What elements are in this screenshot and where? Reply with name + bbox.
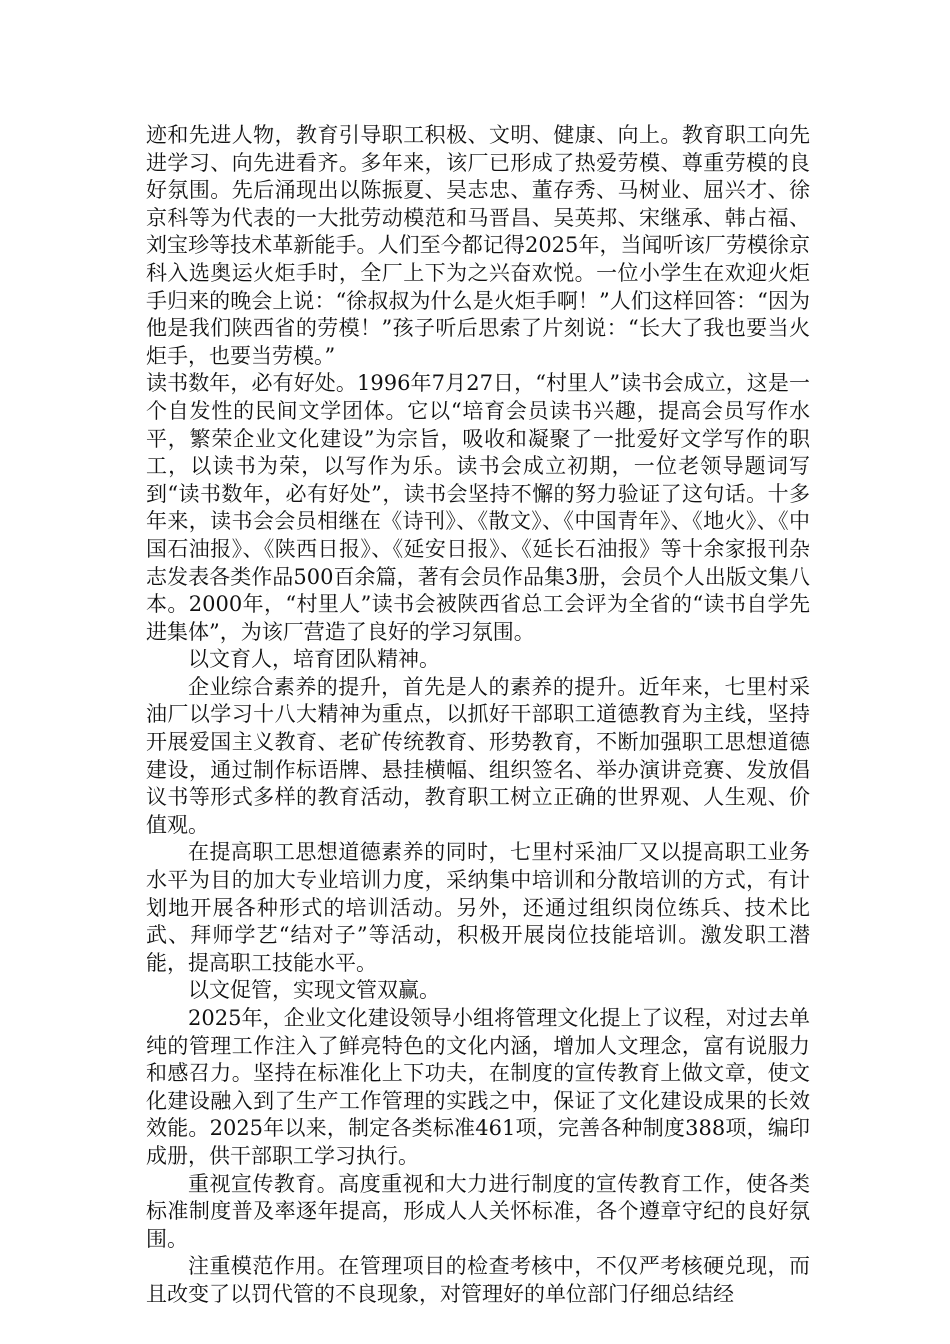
paragraph-4: 企业综合素养的提升，首先是人的素养的提升。近年来，七里村采油厂以学习十八大精神为重点，以抓好干部职工道德教育为主线，坚持开展爱国主义教育、老矿传统教育、形势教育，不断加强职工思想道德建设，通过制作标语牌、悬挂横幅、组织签名、举办演讲竞赛、发放倡议书等形式多样的教育活动，教育职工树立正确的世界观、人生观、价值观。 <box>146 674 810 837</box>
paragraph-5: 在提高职工思想道德素养的同时，七里村采油厂又以提高职工业务水平为目的加大专业培训力度，采纳集中培训和分散培训的方式，有计划地开展各种形式的培训活动。另外，还通过组织岗位练兵、技术比武、拜师学艺“结对子”等活动，积极开展岗位技能培训。激发职工潜能，提高职工技能水平。 <box>146 840 810 975</box>
section-heading-culture-management: 以文促管，实现文管双赢。 <box>188 978 440 1003</box>
paragraph-8: 重视宣传教育。高度重视和大力进行制度的宣传教育工作，使各类标准制度普及率逐年提高，形成人人关怀标准，各个遵章守纪的良好氛围。 <box>146 1171 810 1251</box>
paragraph-7: 2025年，企业文化建设领导小组将管理文化提上了议程，对过去单纯的管理工作注入了鲜亮特色的文化内涵，增加人文理念，富有说服力和感召力。坚持在标准化上下功夫，在制度的宣传教育上做文章，使文化建设融入到了生产工作管理的实践之中，保证了文化建设成果的长效效能。2025年以来，制定各类标准461项，完善各种制度388项，编印成册，供干部职工学习执行。 <box>146 1006 810 1168</box>
paragraph-1: 迹和先进人物，教育引导职工积极、文明、健康、向上。教育职工向先进学习、向先进看齐。多年来，该厂已形成了热爱劳模、尊重劳模的良好氛围。先后涌现出以陈振夏、吴志忠、董存秀、马树业、屈兴才、徐京科等为代表的一大批劳动模范和马晋昌、吴英邦、宋继承、韩占福、刘宝珍等技术革新能手。人们至今都记得2025年，当闻听该厂劳模徐京科入选奥运火炬手时，全厂上下为之兴奋欢悦。一位小学生在欢迎火炬手归来的晚会上说：“徐叔叔为什么是火炬手啊！”人们这样回答：“因为他是我们陕西省的劳模！”孩子听后思索了片刻说：“长大了我也要当火炬手，也要当劳模。” <box>146 123 810 368</box>
paragraph-2: 读书数年，必有好处。1996年7月27日，“村里人”读书会成立，这是一个自发性的民间文学团体。它以“培育会员读书兴趣，提高会员写作水平，繁荣企业文化建设”为宗旨，吸收和凝聚了一批爱好文学写作的职工，以读书为荣，以写作为乐。读书会成立初期，一位老领导题词写到“读书数年，必有好处”，读书会坚持不懈的努力验证了这句话。十多年来，读书会会员相继在《诗刊》、《散文》、《中国青年》、《地火》、《中国石油报》、《陕西日报》、《延安日报》、《延长石油报》等十余家报刊杂志发表各类作品500百余篇，著有会员作品集3册，会员个人出版文集八本。2000年，“村里人”读书会被陕西省总工会评为全省的“读书自学先进集体”，为该厂营造了良好的学习氛围。 <box>146 371 810 644</box>
paragraph-9: 注重模范作用。在管理项目的检查考核中，不仅严考核硬兑现，而且改变了以罚代管的不良现象，对管理好的单位部门仔细总结经 <box>146 1254 810 1306</box>
document-body <box>146 122 810 1309</box>
section-heading-culture-education: 以文育人，培育团队精神。 <box>188 647 440 672</box>
